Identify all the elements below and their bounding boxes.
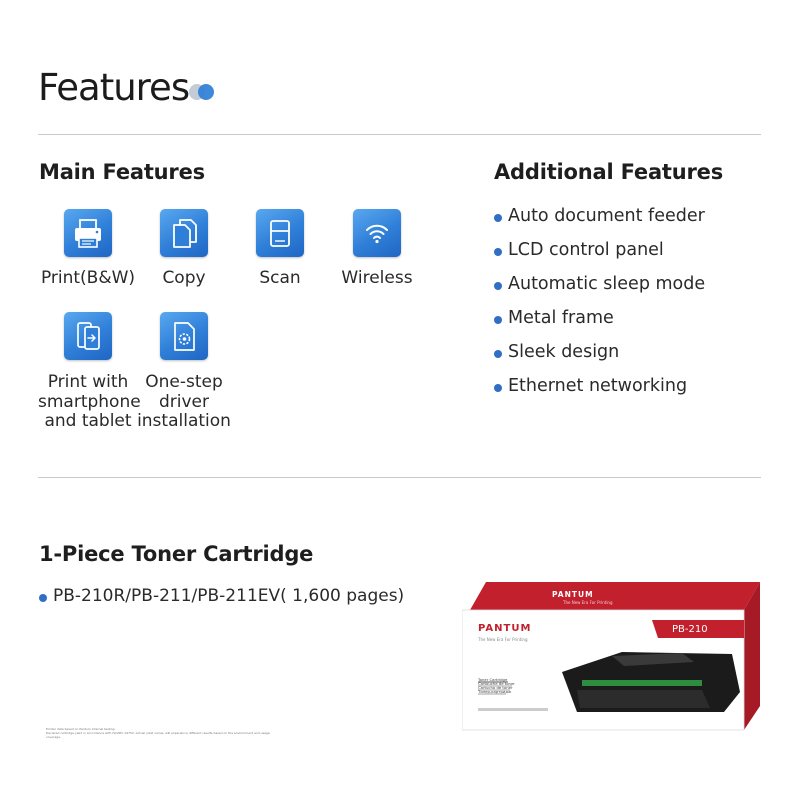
bullet (494, 248, 502, 256)
additional-feature-item: Auto document feeder (508, 206, 705, 226)
feature-label-scan: Scan (259, 268, 301, 288)
additional-features-heading: Additional Features (494, 160, 724, 184)
feature-label-wireless: Wireless (341, 268, 413, 288)
bullet (494, 384, 502, 392)
driver-cd-icon (160, 312, 208, 360)
divider-middle (38, 477, 761, 478)
bullet (494, 282, 502, 290)
scanner-icon (256, 209, 304, 257)
title-dots-icon (187, 81, 219, 103)
feature-label-driver: One-step driver installation (137, 372, 231, 431)
box-top-tagline: The New Era For Printing (563, 600, 613, 605)
toner-item: PB-210R/PB-211/PB-211EV( 1,600 pages) (53, 586, 405, 606)
feature-label-smartphone: Print with smartphone and tablet (38, 372, 141, 431)
divider-top (38, 134, 761, 135)
box-model-label: PB-210 (672, 624, 708, 635)
copy-icon (160, 209, 208, 257)
additional-feature-item: LCD control panel (508, 240, 664, 260)
additional-feature-item: Metal frame (508, 308, 614, 328)
toner-heading: 1-Piece Toner Cartridge (39, 542, 314, 566)
footnote: Printer data based on Pantum internal testing. Declared cartridge yield in accordance with ISO/IEC 19752. Actual yield varies, will experience different results based on the environment and usage coverage. (46, 727, 270, 739)
bullet (494, 316, 502, 324)
feature-label-print: Print(B&W) (40, 268, 136, 288)
printer-icon (64, 209, 112, 257)
page-title: Features (38, 66, 190, 109)
box-tagline: The New Era For Printing (478, 637, 528, 642)
box-label-text: Toner Cartridge Cartouche de toner Cartucho de toner Тонер-картридж (478, 677, 515, 694)
additional-feature-item: Ethernet networking (508, 376, 688, 396)
feature-label-copy: Copy (162, 268, 206, 288)
additional-feature-item: Sleek design (508, 342, 620, 362)
main-features-heading: Main Features (39, 160, 205, 184)
bullet (494, 350, 502, 358)
wifi-icon (353, 209, 401, 257)
additional-feature-item: Automatic sleep mode (508, 274, 706, 294)
bullet (39, 594, 47, 602)
box-brand-logo: PANTUM (478, 623, 532, 634)
box-top-brand: PANTUM (552, 590, 594, 599)
smartphone-icon (64, 312, 112, 360)
bullet (494, 214, 502, 222)
